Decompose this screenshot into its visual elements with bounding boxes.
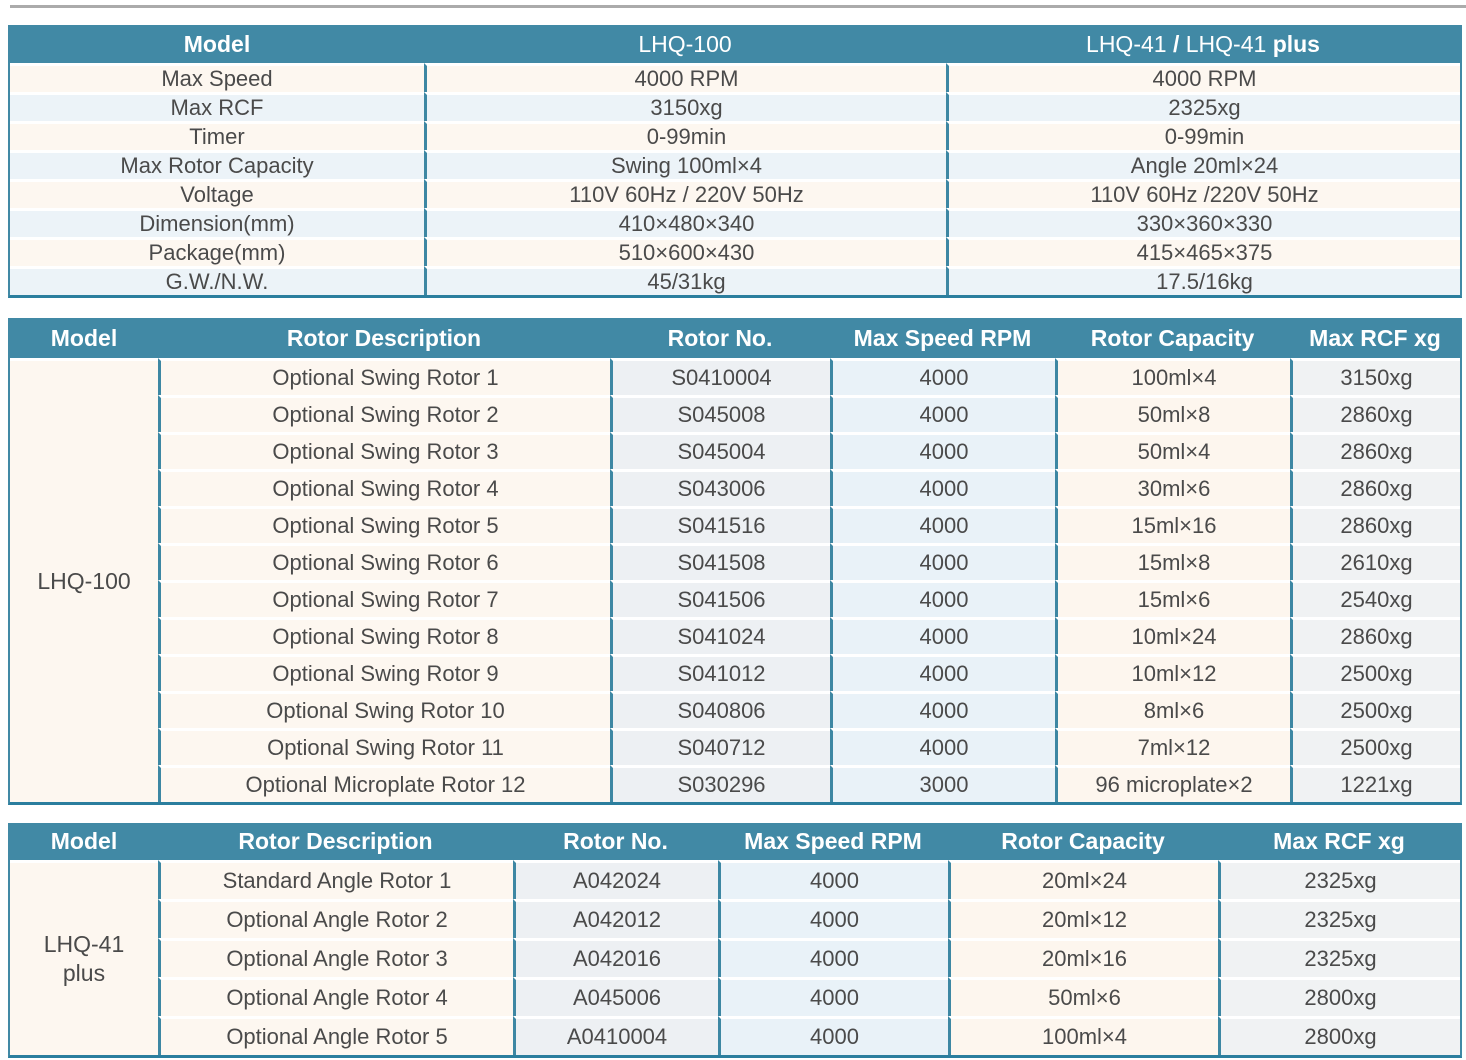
rotor-capacity: 100ml×4 xyxy=(948,1016,1218,1055)
rotor41-header-model: Model xyxy=(10,823,158,860)
rotor-max-speed: 4000 xyxy=(830,395,1055,432)
rotor100-row xyxy=(10,469,1460,506)
rotor-capacity: 10ml×24 xyxy=(1055,617,1290,654)
rotor41-model-line1: LHQ-41 xyxy=(43,931,125,958)
rotor-max-speed: 4000 xyxy=(718,977,948,1016)
rotor-capacity: 15ml×8 xyxy=(1055,543,1290,580)
rotor-no: S040806 xyxy=(610,691,830,728)
rotor41-row xyxy=(10,938,1460,977)
rotor-max-speed: 4000 xyxy=(718,899,948,938)
rotor-max-rcf: 2860xg xyxy=(1290,469,1460,506)
spec-value-lhq41: 4000 RPM xyxy=(946,63,1460,92)
rotor100-row xyxy=(10,543,1460,580)
rotor41-header-row xyxy=(10,823,1460,860)
spec-header-model: Model xyxy=(10,25,424,63)
spec-value-lhq41: 0-99min xyxy=(946,121,1460,150)
rotor41-header-capacity: Rotor Capacity xyxy=(948,823,1218,860)
spec-value-lhq41: 2325xg xyxy=(946,92,1460,121)
rotor-description: Optional Swing Rotor 6 xyxy=(158,543,610,580)
rotor-description: Optional Microplate Rotor 12 xyxy=(158,765,610,802)
rotor-capacity: 8ml×6 xyxy=(1055,691,1290,728)
rotor-max-speed: 4000 xyxy=(830,506,1055,543)
spec-row-dimension xyxy=(10,208,1460,237)
rotor-no: S030296 xyxy=(610,765,830,802)
spec-value-lhq41: 415×465×375 xyxy=(946,237,1460,266)
rotor-max-speed: 4000 xyxy=(830,432,1055,469)
rotor-max-speed: 4000 xyxy=(830,469,1055,506)
rotor-max-rcf: 2500xg xyxy=(1290,691,1460,728)
rotor-description: Optional Swing Rotor 3 xyxy=(158,432,610,469)
rotor-description: Optional Swing Rotor 10 xyxy=(158,691,610,728)
rotor-max-rcf: 2800xg xyxy=(1218,1016,1460,1055)
spec-value-lhq100: 410×480×340 xyxy=(424,208,946,237)
spec-label: Max Rotor Capacity xyxy=(10,150,424,179)
rotor-capacity: 30ml×6 xyxy=(1055,469,1290,506)
rotor-capacity: 20ml×16 xyxy=(948,938,1218,977)
model-spec-table xyxy=(8,25,1462,298)
rotor-max-speed: 4000 xyxy=(830,617,1055,654)
spec-header-lhq100: LHQ-100 xyxy=(424,25,946,63)
rotor-no: S043006 xyxy=(610,469,830,506)
rotor-no: A042024 xyxy=(513,860,718,899)
rotor-no: S0410004 xyxy=(610,358,830,395)
rotor-max-rcf: 2325xg xyxy=(1218,899,1460,938)
rotor-description: Optional Swing Rotor 8 xyxy=(158,617,610,654)
rotor100-row xyxy=(10,580,1460,617)
rotor-max-rcf: 2860xg xyxy=(1290,506,1460,543)
rotor-max-speed: 4000 xyxy=(830,580,1055,617)
rotor41-header-max-rcf: Max RCF xg xyxy=(1218,823,1460,860)
spec-value-lhq100: 0-99min xyxy=(424,121,946,150)
rotor41-row xyxy=(10,860,1460,899)
spec-value-lhq41: Angle 20ml×24 xyxy=(946,150,1460,179)
rotor100-row xyxy=(10,765,1460,802)
rotor41-header-max-speed: Max Speed RPM xyxy=(718,823,948,860)
rotor100-header-max-speed: Max Speed RPM xyxy=(830,318,1055,358)
spec-value-lhq41: 330×360×330 xyxy=(946,208,1460,237)
top-divider xyxy=(10,5,1466,8)
rotor41-header-description: Rotor Description xyxy=(158,823,513,860)
rotor-max-rcf: 2325xg xyxy=(1218,860,1460,899)
rotor-capacity: 96 microplate×2 xyxy=(1055,765,1290,802)
lhq41-plus: plus xyxy=(1272,30,1320,57)
rotor41-row xyxy=(10,977,1460,1016)
rotor41-header-rotor-no: Rotor No. xyxy=(513,823,718,860)
rotor-capacity: 50ml×4 xyxy=(1055,432,1290,469)
rotor-max-speed: 4000 xyxy=(718,938,948,977)
rotor-max-speed: 4000 xyxy=(830,543,1055,580)
rotor-max-rcf: 2860xg xyxy=(1290,617,1460,654)
rotor-max-rcf: 2800xg xyxy=(1218,977,1460,1016)
spec-row-timer xyxy=(10,121,1460,150)
rotor-max-rcf: 2860xg xyxy=(1290,432,1460,469)
lhq41-name: LHQ-41 xyxy=(1086,30,1167,57)
rotor-capacity: 7ml×12 xyxy=(1055,728,1290,765)
rotor100-header-description: Rotor Description xyxy=(158,318,610,358)
rotor-description: Optional Angle Rotor 5 xyxy=(158,1016,513,1055)
lhq41-slash: / xyxy=(1166,30,1186,57)
spec-label: Max Speed xyxy=(10,63,424,92)
spec-row-max-rotor-capacity xyxy=(10,150,1460,179)
rotor100-row xyxy=(10,395,1460,432)
rotor100-header-row xyxy=(10,318,1460,358)
rotor-max-rcf: 2860xg xyxy=(1290,395,1460,432)
spec-value-lhq100: 110V 60Hz / 220V 50Hz xyxy=(424,179,946,208)
rotor100-model-cell: LHQ-100 xyxy=(10,358,158,802)
rotor-no: A042012 xyxy=(513,899,718,938)
rotor-no: S041012 xyxy=(610,654,830,691)
spec-value-lhq100: 3150xg xyxy=(424,92,946,121)
spec-value-lhq100: 4000 RPM xyxy=(424,63,946,92)
rotor41-row xyxy=(10,1016,1460,1055)
spec-label: Voltage xyxy=(10,179,424,208)
rotor-capacity: 50ml×6 xyxy=(948,977,1218,1016)
rotor100-row xyxy=(10,691,1460,728)
rotor-capacity: 15ml×16 xyxy=(1055,506,1290,543)
lhq100-rotor-table xyxy=(8,318,1462,805)
rotor-no: S040712 xyxy=(610,728,830,765)
rotor100-row xyxy=(10,432,1460,469)
rotor-capacity: 20ml×12 xyxy=(948,899,1218,938)
spec-value-lhq100: 45/31kg xyxy=(424,266,946,295)
rotor-max-rcf: 1221xg xyxy=(1290,765,1460,802)
spec-row-package xyxy=(10,237,1460,266)
rotor-max-rcf: 2500xg xyxy=(1290,728,1460,765)
rotor-no: S041508 xyxy=(610,543,830,580)
rotor-max-speed: 4000 xyxy=(718,860,948,899)
rotor-max-speed: 3000 xyxy=(830,765,1055,802)
rotor100-header-rotor-no: Rotor No. xyxy=(610,318,830,358)
rotor-max-speed: 4000 xyxy=(830,358,1055,395)
rotor-capacity: 10ml×12 xyxy=(1055,654,1290,691)
rotor-no: A0410004 xyxy=(513,1016,718,1055)
rotor-no: S041516 xyxy=(610,506,830,543)
rotor-no: A042016 xyxy=(513,938,718,977)
rotor-description: Standard Angle Rotor 1 xyxy=(158,860,513,899)
spec-row-gw-nw xyxy=(10,266,1460,295)
rotor-max-speed: 4000 xyxy=(830,728,1055,765)
spec-value-lhq41: 110V 60Hz /220V 50Hz xyxy=(946,179,1460,208)
rotor-max-speed: 4000 xyxy=(830,654,1055,691)
rotor-description: Optional Swing Rotor 7 xyxy=(158,580,610,617)
spec-value-lhq41: 17.5/16kg xyxy=(946,266,1460,295)
rotor-no: A045006 xyxy=(513,977,718,1016)
rotor-description: Optional Swing Rotor 11 xyxy=(158,728,610,765)
rotor-no: S041506 xyxy=(610,580,830,617)
rotor-capacity: 20ml×24 xyxy=(948,860,1218,899)
rotor-capacity: 15ml×6 xyxy=(1055,580,1290,617)
rotor-no: S045008 xyxy=(610,395,830,432)
spec-label: Dimension(mm) xyxy=(10,208,424,237)
rotor100-row xyxy=(10,654,1460,691)
rotor-max-speed: 4000 xyxy=(718,1016,948,1055)
rotor100-row xyxy=(10,358,1460,395)
rotor-description: Optional Swing Rotor 4 xyxy=(158,469,610,506)
rotor-max-rcf: 2325xg xyxy=(1218,938,1460,977)
rotor-no: S041024 xyxy=(610,617,830,654)
rotor100-header-max-rcf: Max RCF xg xyxy=(1290,318,1460,358)
spec-value-lhq100: Swing 100ml×4 xyxy=(424,150,946,179)
spec-row-max-speed xyxy=(10,63,1460,92)
lhq41-rotor-table xyxy=(8,823,1462,1058)
rotor-max-rcf: 2610xg xyxy=(1290,543,1460,580)
rotor-description: Optional Angle Rotor 2 xyxy=(158,899,513,938)
rotor-no: S045004 xyxy=(610,432,830,469)
spec-row-voltage xyxy=(10,179,1460,208)
rotor100-header-capacity: Rotor Capacity xyxy=(1055,318,1290,358)
spec-row-max-rcf xyxy=(10,92,1460,121)
spec-header-row xyxy=(10,25,1460,63)
rotor-max-speed: 4000 xyxy=(830,691,1055,728)
rotor-description: Optional Swing Rotor 2 xyxy=(158,395,610,432)
spec-label: Timer xyxy=(10,121,424,150)
spec-label: G.W./N.W. xyxy=(10,266,424,295)
spec-label: Max RCF xyxy=(10,92,424,121)
rotor-max-rcf: 2540xg xyxy=(1290,580,1460,617)
lhq41-name-2: LHQ-41 xyxy=(1185,30,1273,57)
rotor100-row xyxy=(10,617,1460,654)
rotor41-model-line2: plus xyxy=(62,960,106,986)
rotor-description: Optional Angle Rotor 4 xyxy=(158,977,513,1016)
rotor-description: Optional Angle Rotor 3 xyxy=(158,938,513,977)
spec-label: Package(mm) xyxy=(10,237,424,266)
rotor-description: Optional Swing Rotor 1 xyxy=(158,358,610,395)
rotor41-model-cell xyxy=(10,860,158,1055)
rotor-capacity: 50ml×8 xyxy=(1055,395,1290,432)
rotor100-header-model: Model xyxy=(10,318,158,358)
rotor41-row xyxy=(10,899,1460,938)
spec-value-lhq100: 510×600×430 xyxy=(424,237,946,266)
rotor-description: Optional Swing Rotor 9 xyxy=(158,654,610,691)
rotor-max-rcf: 2500xg xyxy=(1290,654,1460,691)
rotor100-row xyxy=(10,506,1460,543)
rotor-max-rcf: 3150xg xyxy=(1290,358,1460,395)
spec-header-lhq41 xyxy=(946,25,1460,63)
rotor-description: Optional Swing Rotor 5 xyxy=(158,506,610,543)
rotor100-row xyxy=(10,728,1460,765)
rotor-capacity: 100ml×4 xyxy=(1055,358,1290,395)
